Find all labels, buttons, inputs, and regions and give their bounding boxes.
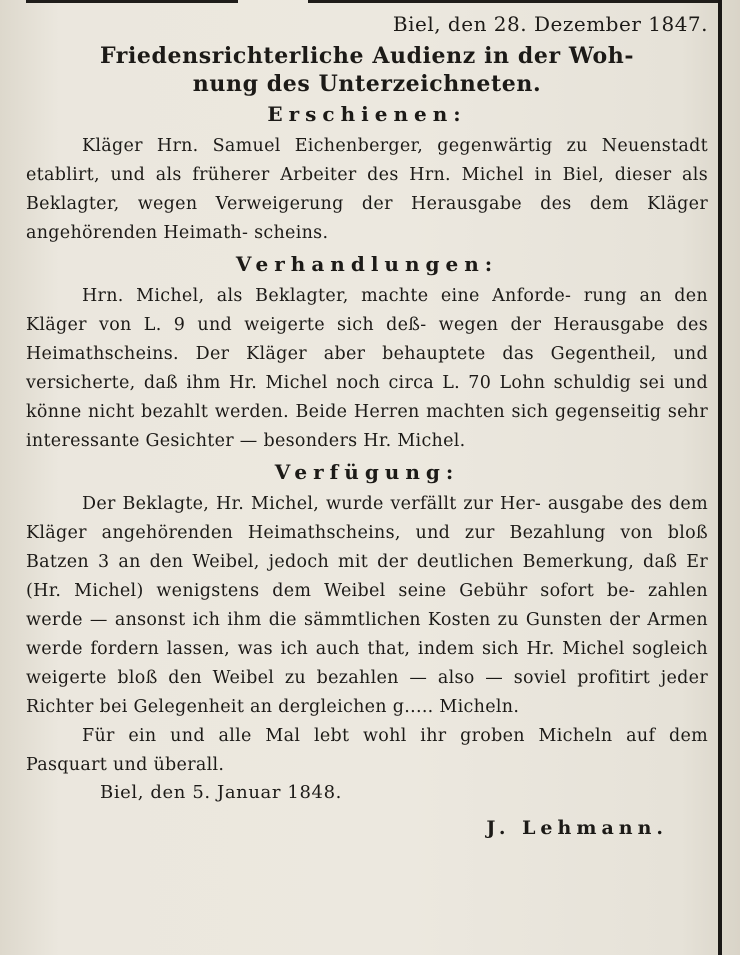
text-line: wegen der Herausgabe des Heimathscheins. Der Kläger [26,315,708,364]
paragraph-verfuegung [26,490,708,722]
text-line: jedoch mit der deutlichen Bemerkung, daß Er (Hr. [26,552,708,601]
text-line: und zur Bezahlung von bloß Batzen 3 an den Weibel, [26,523,708,572]
column-rule [718,0,722,955]
text-line: aber behauptete das Gegentheil, und versicherte, daß ihm [26,344,708,393]
text-line: auf dem Pasquart und überall. [26,726,708,775]
text-line: zahlen werde — ansonst ich ihm die sämmtlichen Kosten [26,581,708,630]
text-line: zu Gunsten der Armen werde fordern lassen, was ich [26,610,708,659]
text-line: könne nicht bezahlt werden. Beide Herren machten sich [26,402,549,422]
text-line: gegenseitig sehr interessante Gesichter — besonders Hr. [26,402,708,451]
text-line: der Herausgabe des dem Kläger angehörenden Heimath- [26,194,708,243]
top-rule-right [308,0,718,3]
signature: J. Lehmann. [486,817,668,839]
text-line: den Weibel zu bezahlen — also — soviel profitirt jeder [168,668,708,688]
text-line: Neuenstadt etablirt, und als früherer Arbeiter des Hrn. [26,136,708,185]
text-line: Richter bei Gelegenheit an dergleichen g..... Micheln. [26,697,520,717]
text-line: Kläger Hrn. Samuel Eichenberger, gegenwärtig zu [82,136,588,156]
text-line: Michel in Biel, dieser als Beklagter, wegen Verweigerung [26,165,708,214]
text-line: Hr. Michel noch circa L. 70 Lohn schuldig sei und [229,373,709,393]
text-line: Michel) wenigstens dem Weibel seine Gebühr sofort be- [74,581,636,601]
text-line: scheins. [254,223,329,243]
text-line: Für ein und alle Mal lebt wohl ihr groben Micheln [82,726,613,746]
article-column [26,12,708,839]
text-line: ausgabe des dem Kläger angehörenden Heimathscheins, [26,494,708,543]
text-line: Hrn. Michel, als Beklagter, machte eine Anforde- [82,286,572,306]
paragraph-erschienen [26,132,708,248]
paragraph-verhandlungen [26,282,708,456]
top-rule-left [26,0,238,3]
section-heading-verhandlungen: Verhandlungen: [235,252,499,276]
paragraph-closing [26,722,708,780]
text-line: auch that, indem sich Hr. Michel sogleich weigerte bloß [26,639,708,688]
text-line: rung an den Kläger von L. 9 und weigerte sich deß- [26,286,708,335]
text-line: Michel. [397,431,466,451]
section-heading-erschienen: Erschienen: [267,102,467,126]
headline [26,42,708,98]
dateline: Biel, den 28. Dezember 1847. [392,12,708,36]
headline-line: Friedensrichterliche Audienz in der Woh- [99,43,635,69]
text-line: Der Beklagte, Hr. Michel, wurde verfällt zur Her- [82,494,542,514]
section-heading-verfuegung: Verfügung: [274,460,460,484]
sign-place-date: Biel, den 5. Januar 1848. [100,782,342,803]
headline-line: nung des Unterzeichneten. [192,71,542,97]
